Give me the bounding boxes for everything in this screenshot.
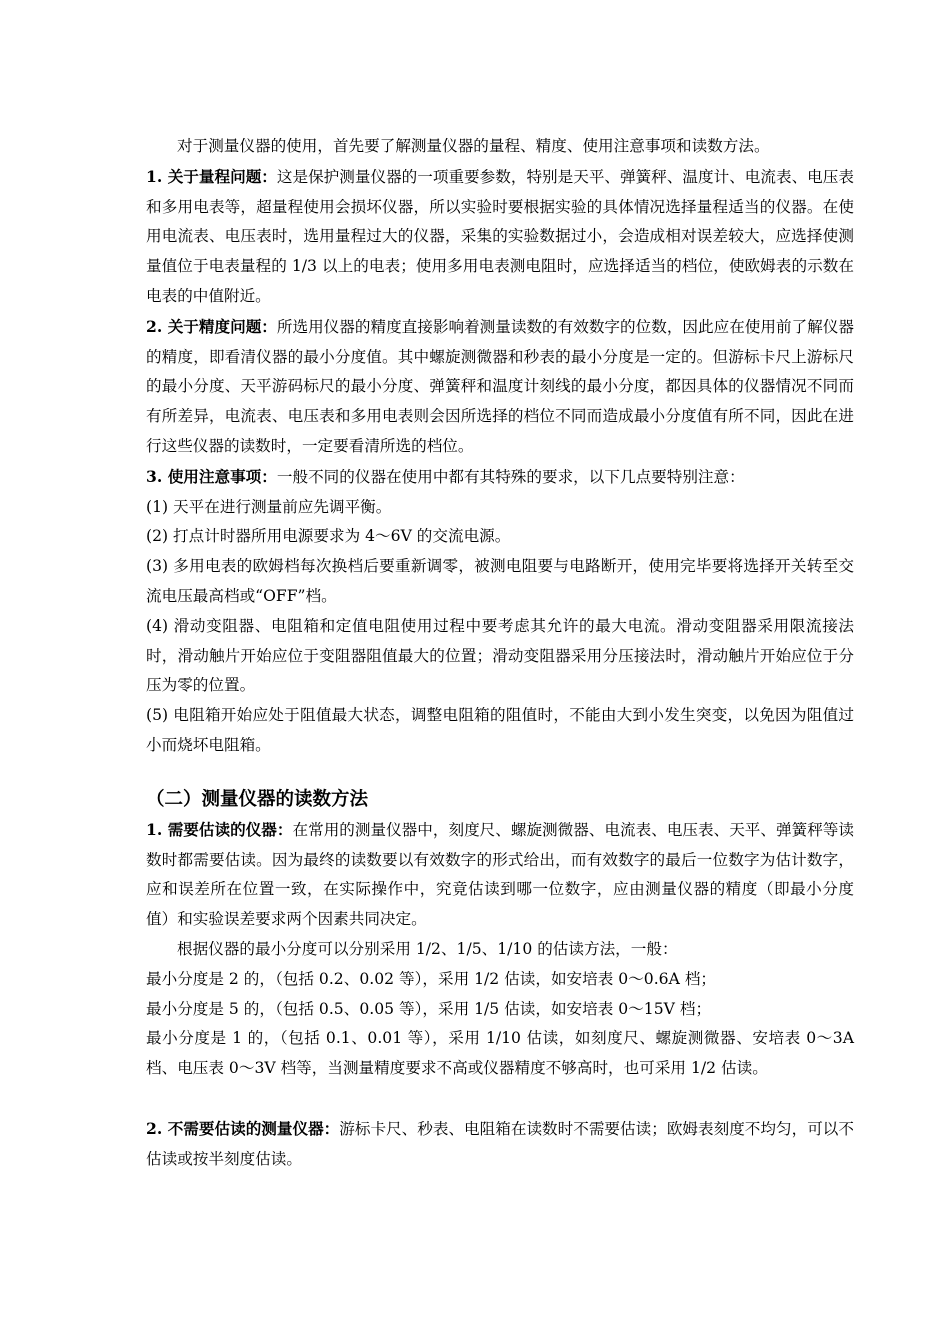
precision-text: 所选用仪器的精度直接影响着测量读数的有效数字的位数，因此应在使用前了解仪器的精度，即看清仪器的最小分度值。其中螺旋测微器和秒表的最小分度是一定的。但游标卡尺上游标尺的最小分度、天平游码标尺的最小分度、弹簧秤和温度计刻线的最小分度，都因具体的仪器情况不同而有所差异，电流表、电压表和多用电表则会因所选择的档位不同而造成最小分度值有所不同，因此在进行这些仪器的读数时，一定要看清所选的档位。 (146, 317, 854, 455)
blank-line (146, 1084, 854, 1114)
note-item: (2) 打点计时器所用电源要求为 4～6V 的交流电源。 (146, 527, 511, 546)
note-item: (1) 天平在进行测量前应先调平衡。 (146, 497, 392, 516)
no-estimate-paragraph (146, 1114, 854, 1175)
range-heading: 1. 关于量程问题： (146, 166, 277, 186)
estimate-paragraph (146, 815, 854, 935)
estimate-line: 最小分度是 2 的，（包括 0.2、0.02 等），采用 1/2 估读，如安培表 0～0.6A 档； (146, 969, 717, 988)
section-title: （二）测量仪器的读数方法 (146, 788, 369, 810)
no-estimate-text: 游标卡尺、秒表、电阻箱在读数时不需要估读；欧姆表刻度不均匀，可以不估读或按半刻度估读。 (146, 1119, 854, 1168)
note-item: (5) 电阻箱开始应处于阻值最大状态，调整电阻箱的阻值时，不能由大到小发生突变，以免因为阻值过小而烧坏电阻箱。 (146, 706, 854, 754)
section-spacer (146, 761, 854, 785)
estimate-heading: 1. 需要估读的仪器： (146, 819, 293, 839)
notes-heading: 3. 使用注意事项： (146, 466, 277, 486)
range-paragraph (146, 162, 854, 312)
precision-paragraph (146, 312, 854, 462)
estimate-line: 最小分度是 5 的，（包括 0.5、0.05 等），采用 1/5 估读，如安培表 0～15V 档； (146, 999, 712, 1018)
note-item: (3) 多用电表的欧姆档每次换档后要重新调零，被测电阻要与电路断开，使用完毕要将选择开关转至交流电压最高档或“OFF”档。 (146, 557, 854, 605)
note-item: (4) 滑动变阻器、电阻箱和定值电阻使用过程中要考虑其允许的最大电流。滑动变阻器采用限流接法时，滑动触片开始应位于变阻器阻值最大的位置；滑动变阻器采用分压接法时，滑动触片开始应位于分压为零的位置。 (146, 616, 854, 695)
no-estimate-heading: 2. 不需要估读的测量仪器： (146, 1118, 340, 1138)
precision-heading: 2. 关于精度问题： (146, 316, 277, 336)
estimate-methods-intro: 根据仪器的最小分度可以分别采用 1/2、1/5、1/10 的估读方法，一般： (177, 939, 678, 958)
notes-paragraph (146, 462, 854, 493)
intro-paragraph: 对于测量仪器的使用，首先要了解测量仪器的量程、精度、使用注意事项和读数方法。 (177, 137, 770, 155)
estimate-text: 在常用的测量仪器中，刻度尺、螺旋测微器、电流表、电压表、天平、弹簧秤等读数时都需要估读。因为最终的读数要以有效数字的形式给出，而有效数字的最后一位数字为估计数字，应和误差所在位置一致，在实际操作中，究竟估读到哪一位数字，应由测量仪器的精度（即最小分度值）和实验误差要求两个因素共同决定。 (146, 820, 854, 929)
notes-text: 一般不同的仪器在使用中都有其特殊的要求，以下几点要特别注意： (276, 467, 745, 486)
estimate-line: 最小分度是 1 的，（包括 0.1、0.01 等），采用 1/10 估读，如刻度尺、螺旋测微器、安培表 0～3A 档、电压表 0～3V 档等，当测量精度要求不高或仪器精度不够高时，也可采用 1/2 估读。 (146, 1029, 854, 1078)
document-page (146, 132, 854, 1175)
range-text: 这是保护测量仪器的一项重要参数，特别是天平、弹簧秤、温度计、电流表、电压表和多用电表等，超量程使用会损坏仪器，所以实验时要根据实验的具体情况选择量程适当的仪器。在使用电流表、电压表时，选用量程过大的仪器，采集的实验数据过小，会造成相对误差较大，应选择使测量值位于电表量程的 1/3 以上的电表；使用多用电表测电阻时，应选择适当的档位，使欧姆表的示数在电表的中值附近。 (146, 167, 854, 305)
